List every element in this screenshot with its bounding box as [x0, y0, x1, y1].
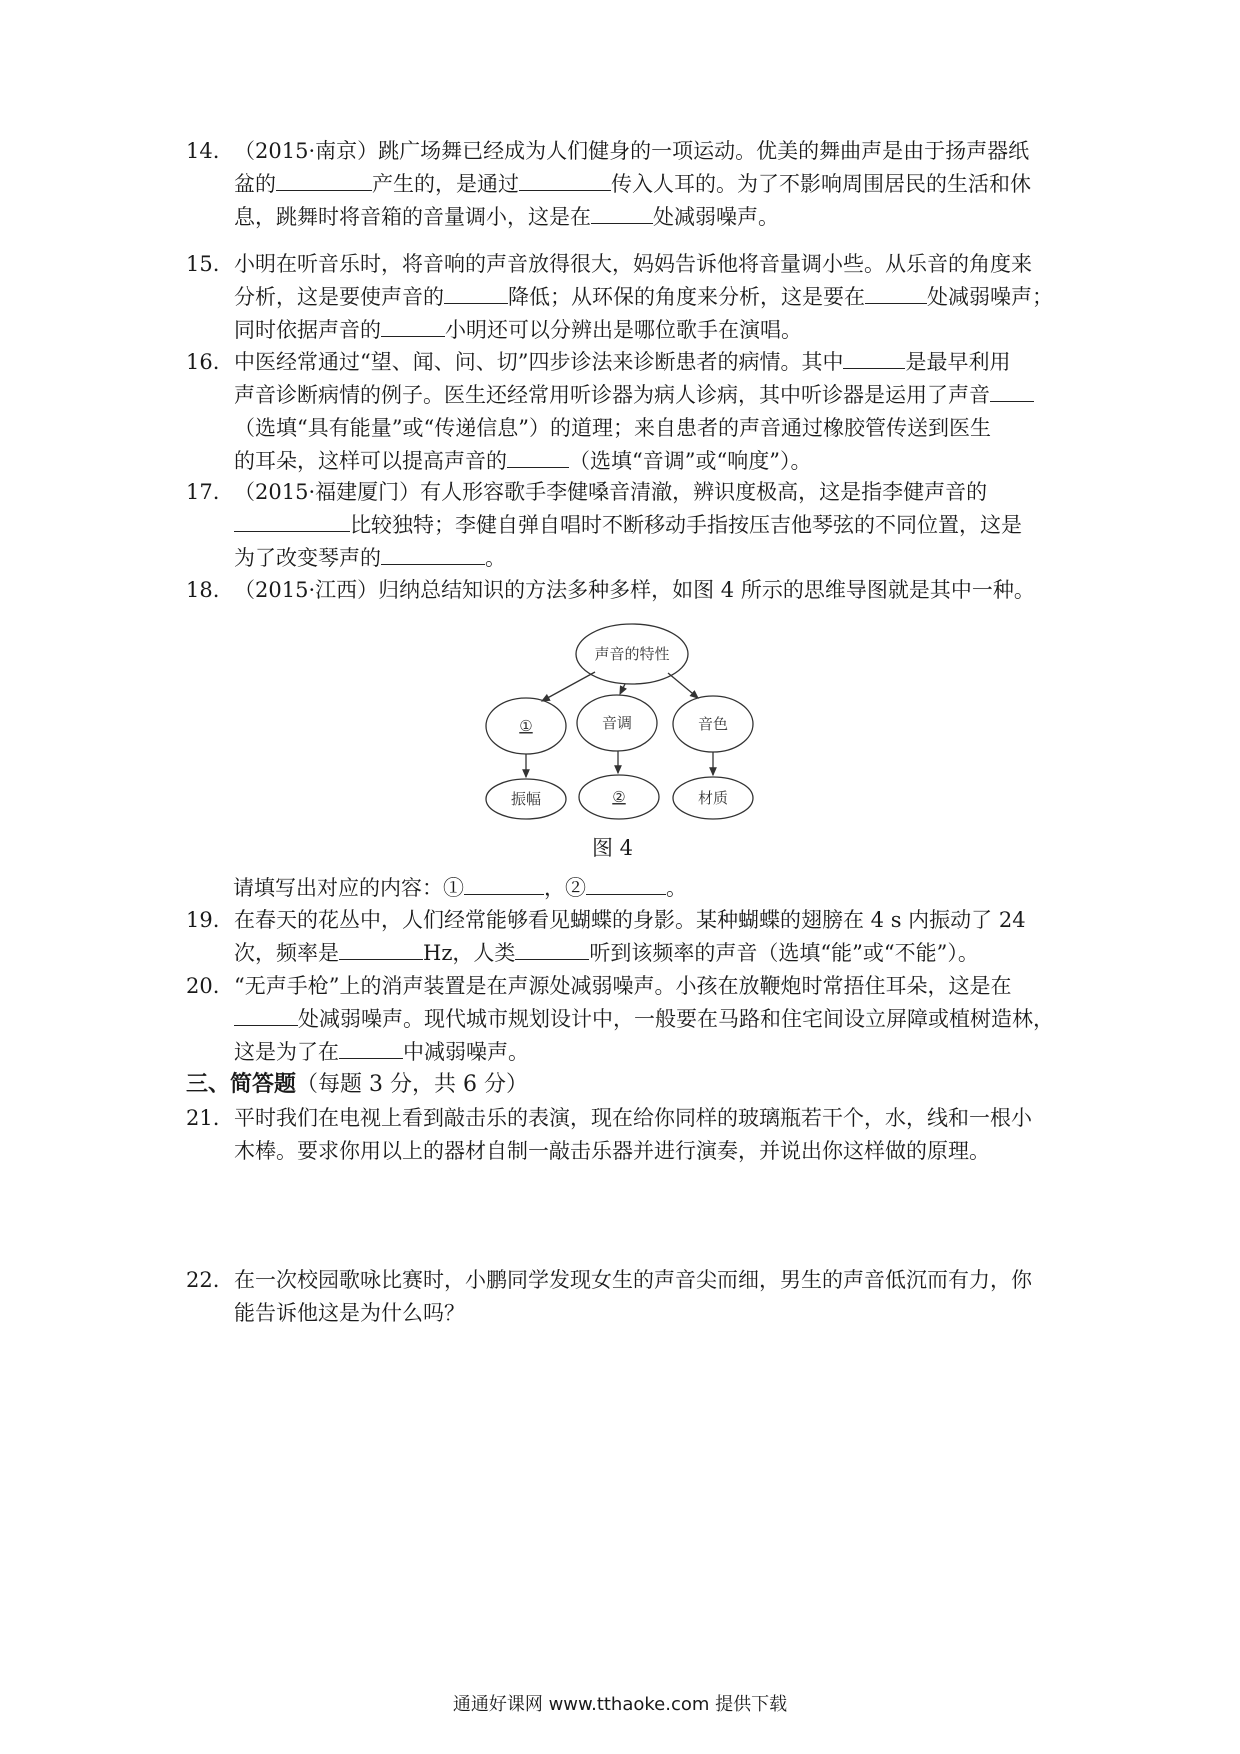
question-text: 请填写出对应的内容：①: [233, 876, 464, 900]
answer-blank[interactable]: [519, 168, 611, 191]
question-text: 同时依据声音的: [234, 318, 381, 342]
question-text: 处减弱噪声。: [653, 205, 779, 229]
answer-blank[interactable]: [444, 281, 508, 304]
question-text: 次，频率是: [234, 941, 339, 965]
node-timbre-label: 音色: [697, 715, 729, 733]
question-text: 听到该频率的声音（选填“能”或“不能”）。: [589, 941, 979, 965]
question-22: [186, 1264, 1066, 1330]
section-heading: [186, 1068, 528, 1101]
mind-map-diagram: [480, 610, 770, 820]
question-19: [186, 904, 1066, 970]
section-note: （每题 3 分，共 6 分）: [296, 1072, 528, 1097]
question-16: [186, 346, 1066, 478]
question-text: 传入人耳的。为了不影响周围居民的生活和休: [611, 172, 1031, 196]
question-number: 17.: [186, 480, 220, 504]
arrow: [668, 673, 698, 698]
figure-caption: 图 4: [592, 836, 634, 860]
question-text: Hz，人类: [423, 941, 516, 965]
answer-blank[interactable]: [507, 445, 569, 468]
node-pitch-label: 音调: [601, 714, 633, 732]
question-text: 息，跳舞时将音箱的音量调小，这是在: [234, 205, 591, 229]
question-text: （选填“具有能量”或“传递信息”）的道理；来自患者的声音通过橡胶管传送到医生: [234, 416, 991, 440]
question-text: 木棒。要求你用以上的器材自制一敲击乐器并进行演奏，并说出你这样做的原理。: [234, 1139, 990, 1163]
answer-blank[interactable]: [591, 201, 653, 224]
question-text: （选填“音调”或“响度”）。: [569, 449, 812, 473]
question-text: （2015·福建厦门）有人形容歌手李健嗓音清澈，辨识度极高，这是指李健声音的: [234, 480, 988, 504]
question-text: 处减弱噪声。现代城市规划设计中，一般要在马路和住宅间设立屏障或植树造林，: [298, 1007, 1054, 1031]
question-text: 。: [666, 876, 687, 900]
question-text: 小明还可以分辨出是哪位歌手在演唱。: [445, 318, 802, 342]
answer-blank[interactable]: [515, 937, 589, 960]
footer-text: 通通好课网 www.tthaoke.com 提供下载: [452, 1694, 788, 1715]
node-amplitude-label: 振幅: [510, 790, 542, 808]
answer-blank[interactable]: [234, 1003, 298, 1026]
question-number: 20.: [186, 974, 220, 998]
answer-blank[interactable]: [464, 872, 544, 895]
node-1-label: ①: [519, 717, 533, 735]
question-text: 在一次校园歌咏比赛时，小鹏同学发现女生的声音尖而细，男生的声音低沉而有力，你: [234, 1268, 1032, 1292]
question-text: （2015·江西）归纳总结知识的方法多种多样，如图 4 所示的思维导图就是其中一种。: [234, 578, 1035, 602]
answer-blank[interactable]: [843, 346, 905, 369]
question-text: （2015·南京）跳广场舞已经成为人们健身的一项运动。优美的舞曲声是由于扬声器纸: [234, 139, 1030, 163]
question-text: 这是为了在: [234, 1040, 339, 1064]
question-text: 产生的，是通过: [372, 172, 519, 196]
question-text: 比较独特；李健自弹自唱时不断移动手指按压吉他琴弦的不同位置，这是: [350, 513, 1022, 537]
question-20: [186, 970, 1066, 1069]
question-18: [186, 574, 1066, 607]
question-text: 盆的: [234, 172, 276, 196]
answer-blank[interactable]: [381, 542, 485, 565]
question-text: “无声手枪”上的消声装置是在声源处减弱噪声。小孩在放鞭炮时常捂住耳朵，这是在: [234, 974, 1012, 998]
question-text: 能告诉他这是为什么吗？: [234, 1301, 465, 1325]
answer-blank[interactable]: [276, 168, 372, 191]
answer-blank[interactable]: [381, 314, 445, 337]
question-text: 分析，这是要使声音的: [234, 285, 444, 309]
question-text: 小明在听音乐时，将音响的声音放得很大，妈妈告诉他将音量调小些。从乐音的角度来: [234, 252, 1032, 276]
question-text: 中减弱噪声。: [403, 1040, 529, 1064]
answer-blank[interactable]: [990, 379, 1034, 402]
question-number: 19.: [186, 908, 220, 932]
question-text: 是最早利用: [905, 350, 1011, 374]
question-number: 21.: [186, 1106, 220, 1130]
question-text: ，②: [544, 876, 586, 900]
section-title: 三、简答题: [186, 1071, 297, 1097]
node-material-label: 材质: [697, 789, 729, 807]
question-number: 18.: [186, 578, 220, 602]
question-text: 的耳朵，这样可以提高声音的: [234, 449, 507, 473]
question-14: [186, 135, 1066, 234]
question-21: [186, 1102, 1066, 1168]
node-2-label: ②: [612, 788, 626, 806]
answer-blank[interactable]: [339, 1036, 403, 1059]
fill-in-line: [233, 872, 687, 905]
question-text: 在春天的花丛中，人们经常能够看见蝴蝶的身影。某种蝴蝶的翅膀在 4 s 内振动了 24: [234, 908, 1026, 932]
arrow: [620, 684, 625, 694]
question-text: 。: [485, 546, 506, 570]
question-text: 声音诊断病情的例子。医生还经常用听诊器为病人诊病，其中听诊器是运用了声音: [234, 383, 990, 407]
question-text: 平时我们在电视上看到敲击乐的表演，现在给你同样的玻璃瓶若干个，水，线和一根小: [234, 1106, 1032, 1130]
answer-blank[interactable]: [586, 872, 666, 895]
answer-blank[interactable]: [865, 281, 927, 304]
question-text: 为了改变琴声的: [234, 546, 381, 570]
question-text: 中医经常通过“望、闻、问、切”四步诊法来诊断患者的病情。其中: [234, 350, 844, 374]
arrow: [542, 672, 595, 701]
root-label: 声音的特性: [594, 645, 670, 663]
question-number: 22.: [186, 1268, 220, 1292]
answer-blank[interactable]: [234, 509, 350, 532]
question-text: 处减弱噪声；: [927, 285, 1053, 309]
question-number: 16.: [186, 350, 220, 374]
question-15: [186, 248, 1066, 347]
answer-blank[interactable]: [339, 937, 423, 960]
question-number: 14.: [186, 139, 220, 163]
question-number: 15.: [186, 252, 220, 276]
question-text: 降低；从环保的角度来分析，这是要在: [508, 285, 865, 309]
question-17: [186, 476, 1066, 575]
